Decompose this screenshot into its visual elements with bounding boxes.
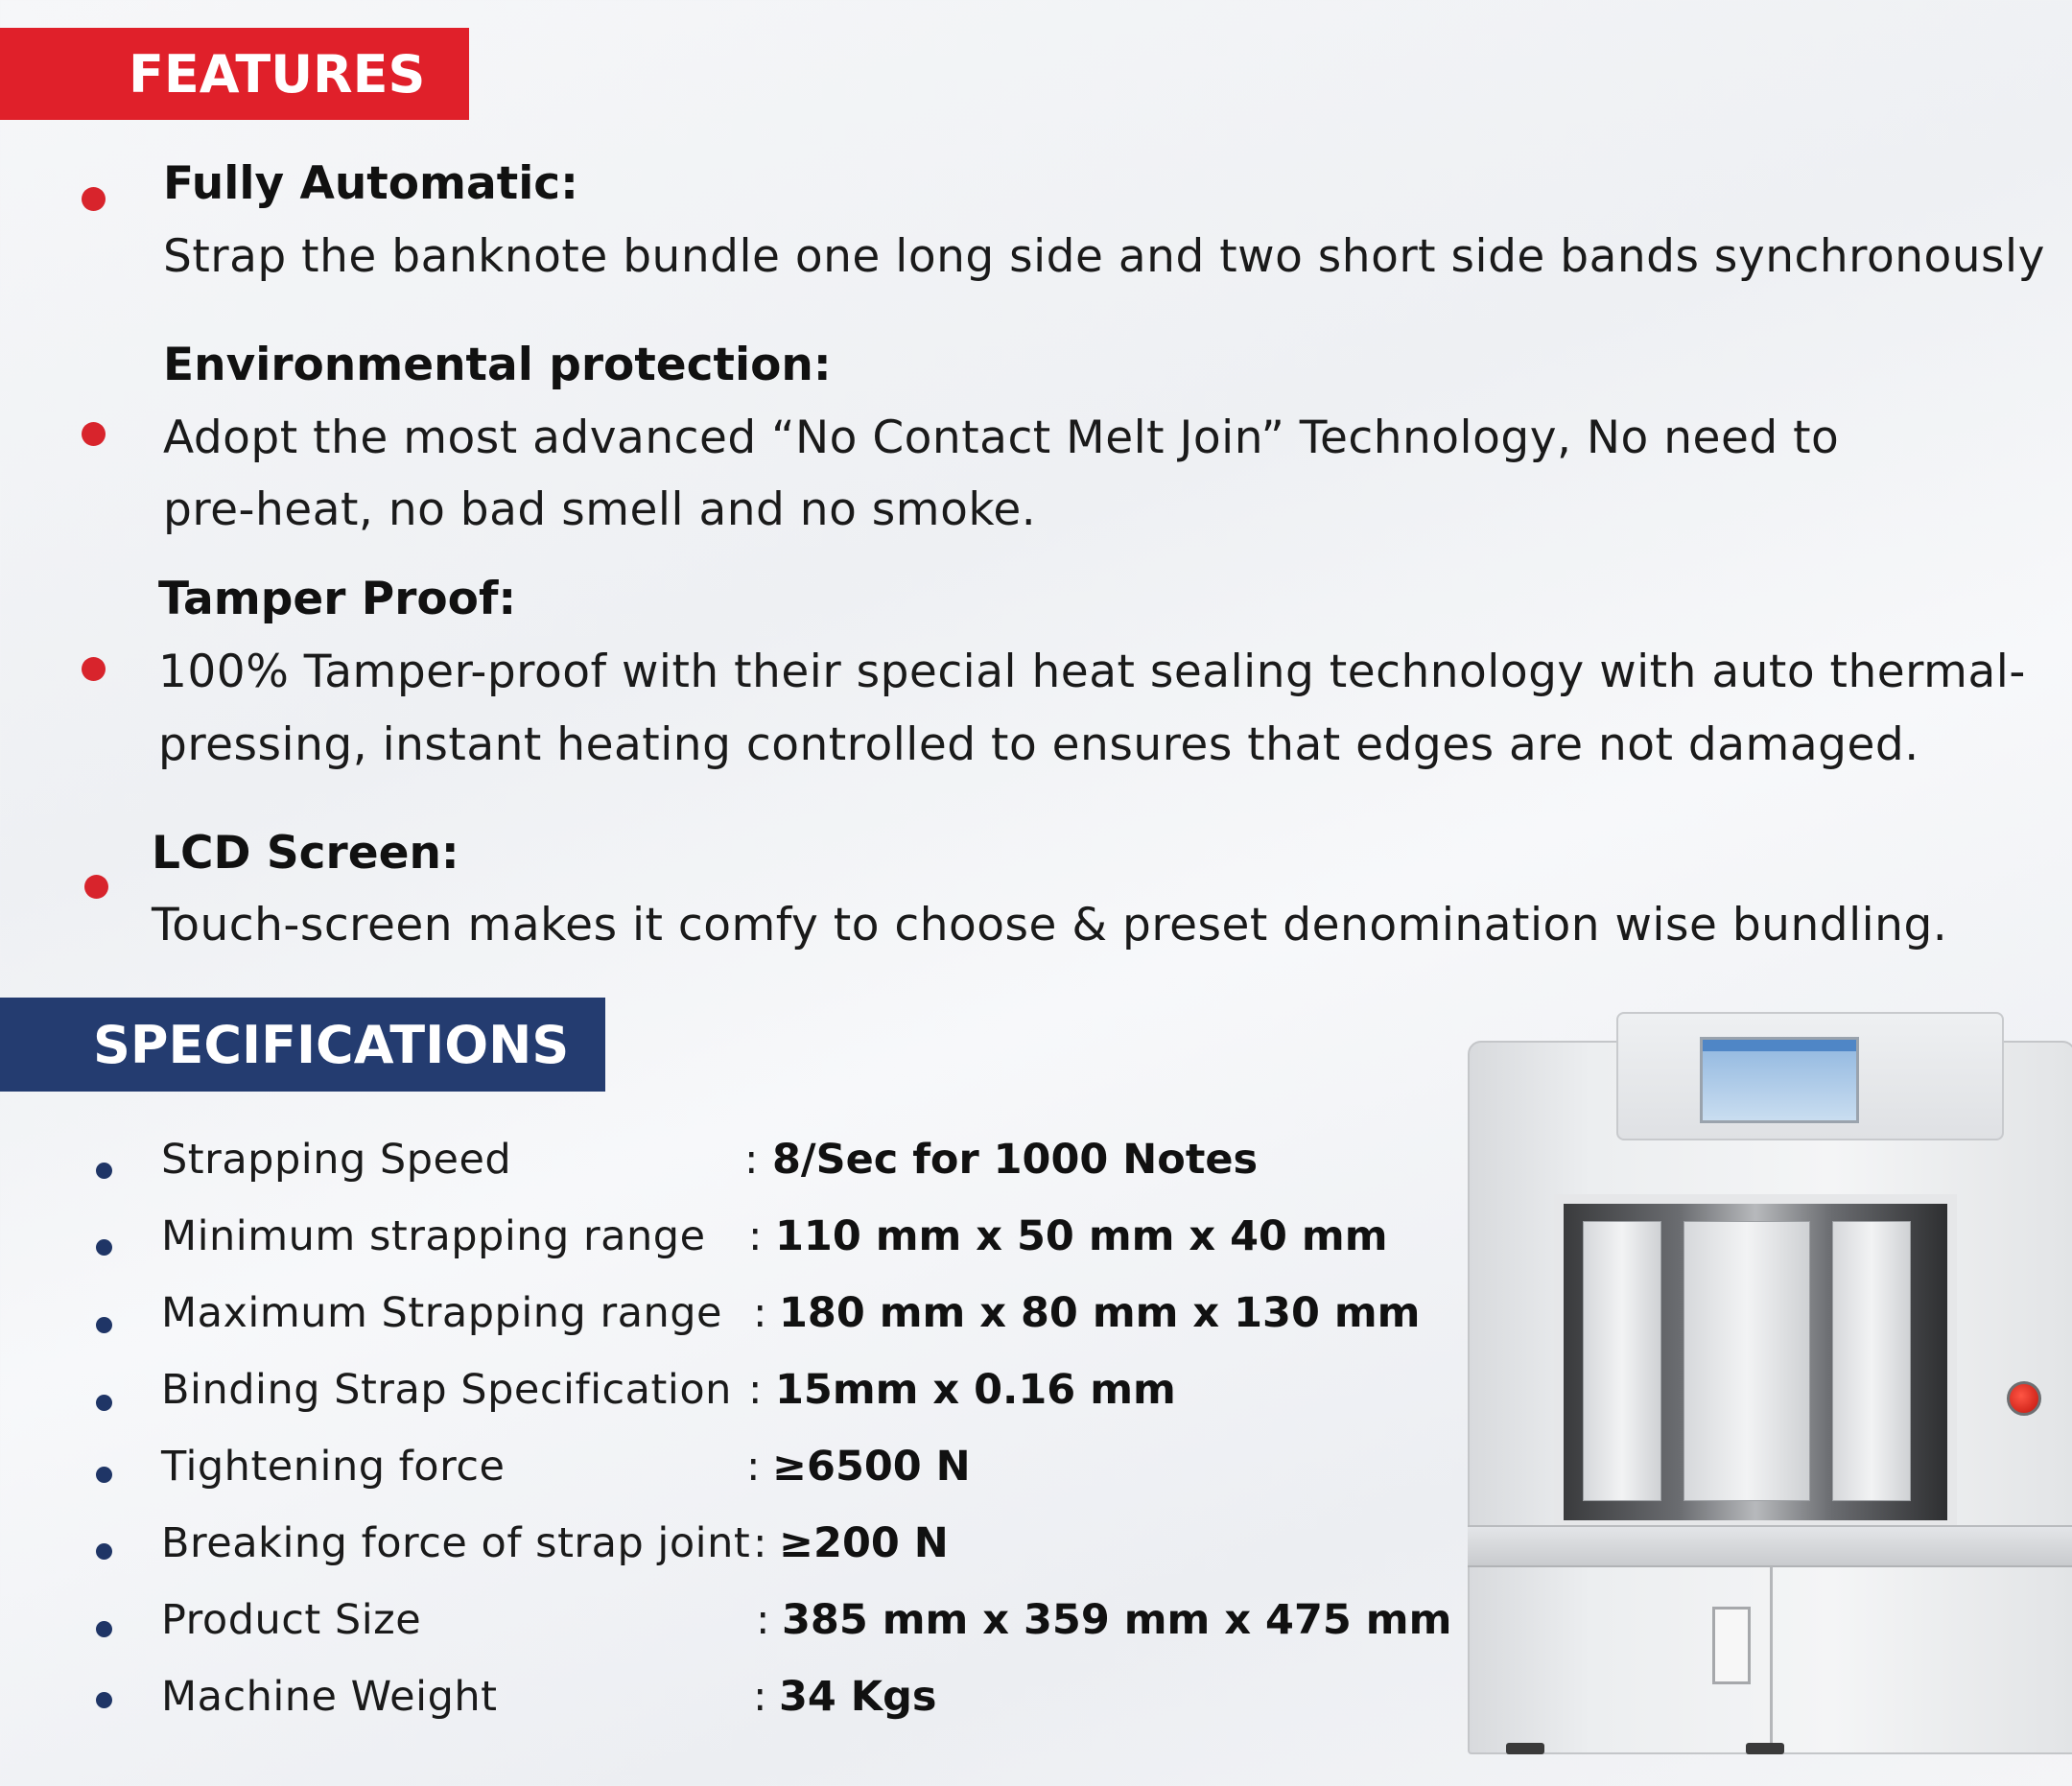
- cabinet-door-seam: [1770, 1566, 1773, 1749]
- lcd-touch-screen: [1700, 1037, 1859, 1123]
- chamber-plate: [1583, 1221, 1661, 1501]
- feature-title: [163, 339, 832, 391]
- specifications-heading: SPECIFICATIONS: [0, 998, 605, 1092]
- feature-bullet: [84, 875, 108, 899]
- spec-row-machine-weight: [0, 1669, 1439, 1736]
- spec-label: Maximum Strapping range: [161, 1289, 723, 1337]
- feature-title: [158, 573, 516, 625]
- lcd-screen-header: [1703, 1040, 1856, 1051]
- chamber-plate: [1684, 1221, 1810, 1501]
- feature-title-colon: :: [440, 827, 459, 880]
- spec-value: 110 mm x 50 mm x 40 mm: [775, 1212, 1388, 1260]
- strapping-machine-image: [1468, 1012, 2072, 1751]
- spec-bullet: [96, 1317, 112, 1333]
- spec-label: Product Size: [161, 1596, 422, 1644]
- spec-colon: :: [744, 1136, 759, 1184]
- chamber-plate: [1832, 1221, 1911, 1501]
- feature-title: [152, 827, 459, 880]
- spec-label: Machine Weight: [161, 1673, 498, 1721]
- spec-bullet: [96, 1395, 112, 1411]
- spec-label: Minimum strapping range: [161, 1212, 706, 1260]
- feature-title-colon: :: [812, 339, 832, 391]
- feature-title-text: LCD Screen: [152, 827, 441, 880]
- feature-description-line: 100% Tamper-proof with their special heat sealing technology with auto thermal-: [158, 646, 2026, 698]
- spec-value: ≥6500 N: [772, 1443, 971, 1491]
- spec-row-tightening-force: [0, 1439, 1439, 1506]
- feature-title-text: Environmental protection: [163, 339, 813, 391]
- spec-colon: :: [748, 1366, 763, 1414]
- spec-row-minimum-strapping-range: [0, 1209, 1439, 1276]
- spec-colon: :: [753, 1289, 767, 1337]
- spec-colon: :: [746, 1443, 761, 1491]
- spec-colon: :: [753, 1673, 767, 1721]
- feature-description-line: pre-heat, no bad smell and no smoke.: [163, 483, 1037, 536]
- feature-bullet: [82, 422, 106, 446]
- spec-colon: :: [756, 1596, 770, 1644]
- feature-description-line: pressing, instant heating controlled to ensures that edges are not damaged.: [158, 718, 1919, 771]
- spec-row-strapping-speed: [0, 1132, 1439, 1199]
- feature-title-colon: :: [560, 157, 578, 210]
- spec-colon: :: [753, 1519, 767, 1567]
- spec-value: ≥200 N: [779, 1519, 949, 1567]
- red-power-button: [2007, 1381, 2041, 1416]
- spec-row-maximum-strapping-range: [0, 1285, 1439, 1352]
- feature-description-line: Strap the banknote bundle one long side and two short side bands synchronously: [163, 230, 2045, 283]
- power-switch: [1712, 1607, 1751, 1684]
- feature-description-line: Adopt the most advanced “No Contact Melt Join” Technology, No need to: [163, 411, 1840, 464]
- feature-bullet: [82, 187, 106, 211]
- machine-shelf: [1468, 1525, 2072, 1567]
- machine-control-panel: [1616, 1012, 2004, 1140]
- feature-bullet: [82, 657, 106, 681]
- feature-title: [163, 157, 578, 210]
- feature-title-text: Tamper Proof: [158, 573, 499, 625]
- spec-value: 180 mm x 80 mm x 130 mm: [779, 1289, 1421, 1337]
- spec-label: Tightening force: [161, 1443, 506, 1491]
- spec-label: Binding Strap Specification: [161, 1366, 732, 1414]
- spec-row-product-size: [0, 1592, 1452, 1659]
- spec-value: 34 Kgs: [779, 1673, 937, 1721]
- spec-label: Breaking force of strap joint: [161, 1519, 751, 1567]
- spec-value: 8/Sec for 1000 Notes: [772, 1136, 1259, 1184]
- spec-colon: :: [748, 1212, 763, 1260]
- machine-foot: [1506, 1743, 1544, 1754]
- machine-foot: [1746, 1743, 1784, 1754]
- machine-strapping-chamber: [1554, 1194, 1957, 1530]
- spec-bullet: [96, 1692, 112, 1708]
- spec-bullet: [96, 1239, 112, 1256]
- feature-description-line: Touch-screen makes it comfy to choose & preset denomination wise bundling.: [152, 899, 1948, 952]
- spec-row-breaking-force: [0, 1516, 1439, 1583]
- spec-bullet: [96, 1543, 112, 1560]
- spec-bullet: [96, 1621, 112, 1637]
- spec-label: Strapping Speed: [161, 1136, 512, 1184]
- features-heading: FEATURES: [0, 28, 469, 120]
- spec-value: 15mm x 0.16 mm: [775, 1366, 1176, 1414]
- spec-row-binding-strap-specification: [0, 1362, 1439, 1429]
- feature-title-colon: :: [498, 573, 517, 625]
- feature-title-text: Fully Automatic: [163, 157, 561, 210]
- spec-bullet: [96, 1163, 112, 1179]
- spec-bullet: [96, 1467, 112, 1483]
- spec-value: 385 mm x 359 mm x 475 mm: [782, 1596, 1452, 1644]
